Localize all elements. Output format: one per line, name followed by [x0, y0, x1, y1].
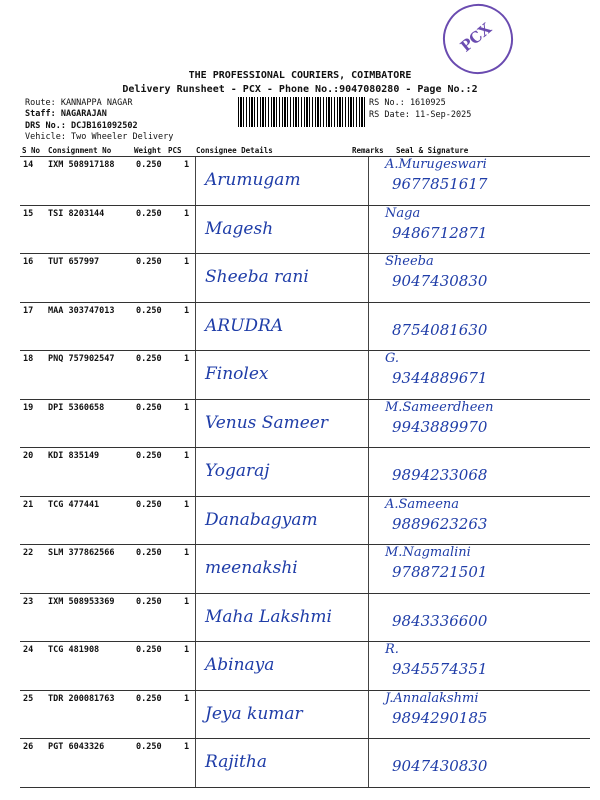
col-consignee: Consignee Details: [196, 146, 273, 155]
pcs-value: 1: [184, 742, 190, 752]
serial-number: 15: [23, 208, 34, 219]
table-row: [0, 594, 600, 644]
consignee-name: Venus Sameer: [205, 412, 328, 433]
col-seal: Seal & Signature: [396, 146, 469, 155]
column-divider: [368, 303, 369, 352]
consignee-name: Danabagyam: [205, 509, 318, 530]
pcs-value: 1: [184, 257, 190, 267]
pcs-value: 1: [184, 645, 190, 655]
receiver-signature: Sheeba: [385, 254, 434, 269]
consignee-name: Abinaya: [205, 655, 275, 675]
serial-number: 26: [23, 742, 34, 752]
receiver-signature: Naga: [385, 205, 421, 221]
receiver-phone: 9788721501: [392, 563, 488, 581]
stamp-text: PCX: [456, 19, 496, 56]
weight-value: 0.250: [136, 451, 162, 461]
receiver-phone: 9943889970: [392, 417, 488, 436]
receiver-signature: M.Sameerdheen: [385, 399, 494, 415]
receiver-phone: 9843336600: [392, 611, 488, 630]
staff-label: Staff: NAGARAJAN: [25, 109, 107, 119]
column-divider: [195, 642, 196, 691]
row-rule: [20, 787, 590, 788]
weight-value: 0.250: [136, 354, 162, 364]
consignee-name: Jeya kumar: [205, 703, 303, 724]
consignment-number: TUT 657997: [48, 257, 100, 267]
column-divider: [195, 400, 196, 449]
weight-value: 0.250: [136, 257, 162, 267]
consignee-name: Yogaraj: [205, 461, 270, 481]
serial-number: 25: [23, 693, 34, 704]
rs-number: RS No.: 1610925: [369, 98, 446, 108]
column-divider: [195, 303, 196, 352]
table-row: [0, 448, 600, 498]
consignment-number: MAA 303747013: [48, 305, 115, 316]
receiver-phone: 9677851617: [392, 175, 488, 193]
consignment-number: TSI 8203144: [48, 208, 105, 219]
column-divider: [195, 497, 196, 546]
receiver-phone: 8754081630: [392, 320, 488, 339]
weight-value: 0.250: [136, 402, 162, 413]
column-divider: [368, 448, 369, 497]
pcs-value: 1: [184, 693, 190, 704]
pcs-value: 1: [184, 160, 190, 170]
weight-value: 0.250: [136, 208, 162, 219]
table-row: [0, 254, 600, 304]
table-row: [0, 642, 600, 692]
consignment-number: PGT 6043326: [48, 742, 105, 752]
serial-number: 19: [23, 402, 34, 413]
weight-value: 0.250: [136, 645, 162, 655]
serial-number: 14: [23, 160, 34, 170]
column-divider: [195, 448, 196, 497]
vehicle-label: Vehicle: Two Wheeler Delivery: [25, 132, 174, 142]
consignment-number: TCG 477441: [48, 499, 100, 510]
barcode: [238, 97, 366, 127]
receiver-phone: 9345574351: [392, 660, 488, 678]
pcs-value: 1: [184, 402, 190, 413]
column-divider: [368, 545, 369, 594]
weight-value: 0.250: [136, 305, 162, 316]
route-label: Route: KANNAPPA NAGAR: [25, 98, 133, 108]
receiver-phone: 9894233068: [392, 466, 488, 484]
pcs-value: 1: [184, 548, 190, 558]
table-row: [0, 497, 600, 547]
consignee-name: Magesh: [205, 218, 274, 239]
runsheet-subtitle: Delivery Runsheet - PCX - Phone No.:9047080280 - Page No.:2: [122, 84, 478, 95]
serial-number: 23: [23, 596, 34, 607]
weight-value: 0.250: [136, 548, 162, 558]
table-row: [0, 739, 600, 789]
column-divider: [368, 642, 369, 691]
table-row: [0, 545, 600, 595]
receiver-phone: 9486712871: [392, 223, 488, 242]
col-consignment: Consignment No: [48, 146, 112, 155]
company-title: THE PROFESSIONAL COURIERS, COIMBATORE: [188, 70, 412, 81]
consignment-number: KDI 835149: [48, 451, 100, 461]
consignee-name: Rajitha: [205, 752, 267, 772]
col-weight: Weight: [134, 146, 162, 155]
column-divider: [195, 206, 196, 255]
consignment-number: PNQ 757902547: [48, 354, 115, 364]
rs-date: RS Date: 11-Sep-2025: [369, 110, 472, 120]
col-sno: S No: [22, 146, 41, 155]
receiver-phone: 9889623263: [392, 514, 488, 533]
receiver-phone: 9344889671: [392, 369, 488, 387]
column-divider: [195, 594, 196, 643]
column-divider: [368, 497, 369, 546]
weight-value: 0.250: [136, 499, 162, 510]
weight-value: 0.250: [136, 742, 162, 752]
table-row: [0, 303, 600, 353]
serial-number: 22: [23, 548, 34, 558]
consignment-number: DPI 5360658: [48, 402, 105, 413]
receiver-signature: M.Nagmalini: [385, 545, 471, 560]
pcs-value: 1: [184, 354, 190, 364]
receiver-phone: 9047430830: [392, 272, 488, 290]
column-divider: [368, 691, 369, 740]
weight-value: 0.250: [136, 693, 162, 704]
serial-number: 18: [23, 354, 34, 364]
pcs-value: 1: [184, 596, 190, 607]
consignment-number: SLM 377862566: [48, 548, 115, 558]
col-pcs: PCS: [168, 146, 182, 155]
receiver-signature: R.: [385, 642, 399, 657]
consignee-name: Sheeba rani: [205, 267, 309, 287]
consignment-number: IXM 508953369: [48, 596, 115, 607]
consignee-name: Finolex: [205, 364, 269, 384]
table-row: [0, 400, 600, 450]
column-divider: [195, 157, 196, 206]
consignee-name: ARUDRA: [205, 315, 284, 336]
pcs-value: 1: [184, 208, 190, 219]
column-divider: [195, 691, 196, 740]
table-row: [0, 691, 600, 741]
weight-value: 0.250: [136, 160, 162, 170]
column-divider: [368, 400, 369, 449]
pcs-value: 1: [184, 451, 190, 461]
consignee-name: Arumugam: [205, 170, 301, 190]
serial-number: 20: [23, 451, 34, 461]
serial-number: 21: [23, 499, 34, 510]
consignee-name: meenakshi: [205, 558, 298, 578]
column-divider: [368, 739, 369, 788]
receiver-signature: G.: [385, 351, 400, 366]
serial-number: 17: [23, 305, 34, 316]
table-row: [0, 351, 600, 401]
serial-number: 24: [23, 645, 34, 655]
col-remarks: Remarks: [352, 146, 384, 155]
column-divider: [368, 206, 369, 255]
receiver-signature: A.Sameena: [385, 496, 460, 512]
column-divider: [368, 594, 369, 643]
receiver-signature: J.Annalakshmi: [385, 690, 479, 706]
table-row: [0, 157, 600, 207]
pcs-value: 1: [184, 499, 190, 510]
receiver-signature: A.Murugeswari: [385, 157, 487, 172]
column-divider: [195, 254, 196, 303]
column-divider: [195, 545, 196, 594]
serial-number: 16: [23, 257, 34, 267]
consignment-number: TCG 481908: [48, 645, 100, 655]
column-divider: [195, 739, 196, 788]
receiver-phone: 9047430830: [392, 757, 488, 775]
drs-number: DRS No.: DCJB161092502: [25, 121, 138, 131]
column-divider: [368, 351, 369, 400]
pcs-value: 1: [184, 305, 190, 316]
table-row: [0, 206, 600, 256]
receiver-phone: 9894290185: [392, 708, 488, 727]
consignee-name: Maha Lakshmi: [205, 606, 332, 627]
consignment-number: IXM 508917188: [48, 160, 115, 170]
consignment-number: TDR 200081763: [48, 693, 115, 704]
column-divider: [195, 351, 196, 400]
column-divider: [368, 254, 369, 303]
column-divider: [368, 157, 369, 206]
weight-value: 0.250: [136, 596, 162, 607]
